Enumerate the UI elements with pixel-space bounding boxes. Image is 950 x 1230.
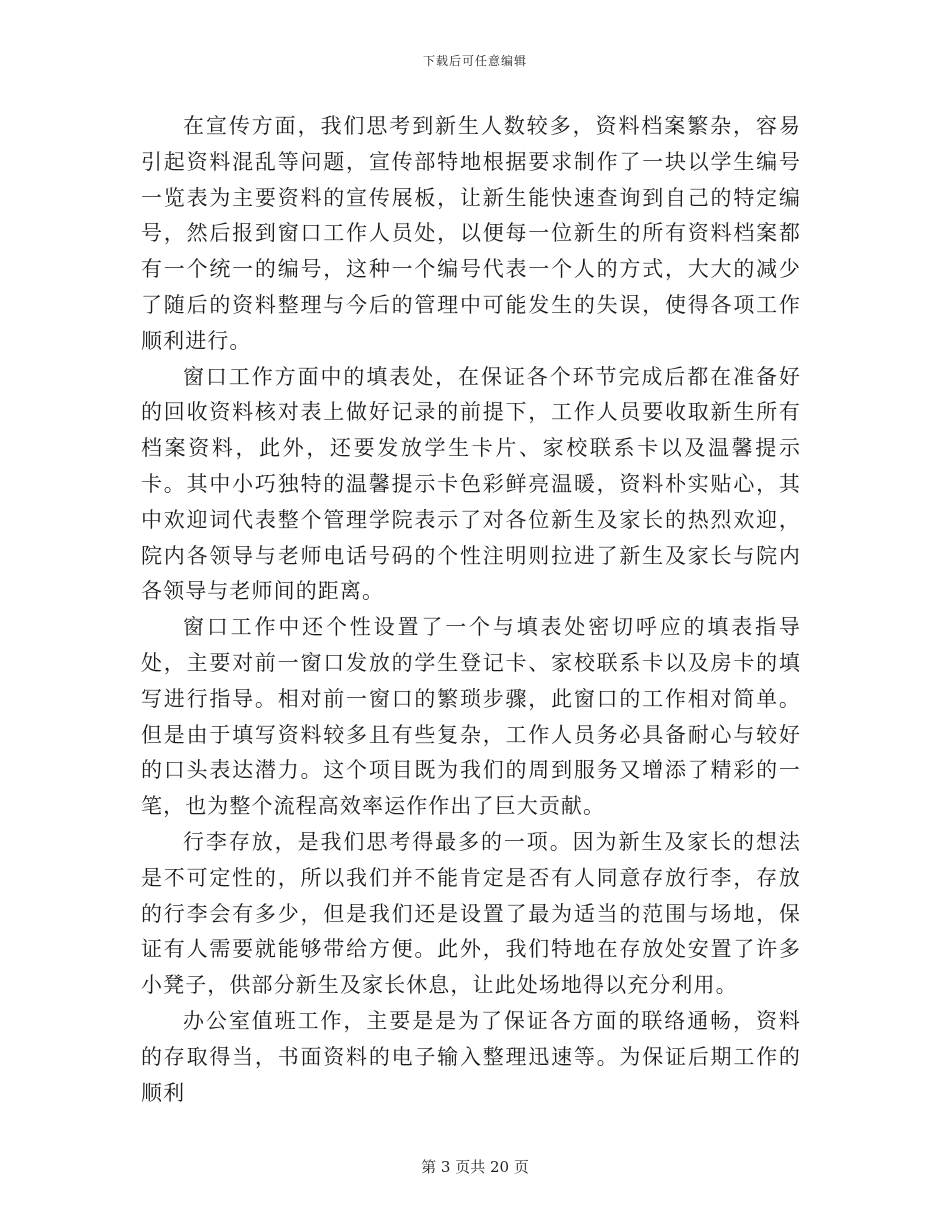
page-header: 下载后可任意编辑: [422, 54, 527, 68]
paragraph-luggage-storage: 行李存放，是我们思考得最多的一项。因为新生及家长的想法是不可定性的，所以我们并不能肯定是否有人同意存放行李，存放的行李会有多少，但是我们还是设置了最为适当的范围与场地，保证有人需要就能够带给方便。此外，我们特地在存放处安置了许多小凳子，供部分新生及家长休息，让此处场地得以充分利用。: [141, 829, 801, 998]
document-body: [141, 109, 801, 1111]
paragraph-publicity: 在宣传方面，我们思考到新生人数较多，资料档案繁杂，容易引起资料混乱等问题，宣传部特地根据要求制作了一块以学生编号一览表为主要资料的宣传展板，让新生能快速查询到自己的特定编号，然后报到窗口工作人员处，以便每一位新生的所有资料档案都有一个统一的编号，这种一个编号代表一个人的方式，大大的减少了随后的资料整理与今后的管理中可能发生的失误，使得各项工作顺利进行。: [141, 114, 801, 353]
paragraph-form-guidance: 窗口工作中还个性设置了一个与填表处密切呼应的填表指导处，主要对前一窗口发放的学生登记卡、家校联系卡以及房卡的填写进行指导。相对前一窗口的繁琐步骤，此窗口的工作相对简单。但是由于填写资料较多且有些复杂，工作人员务必具备耐心与较好的口头表达潜力。这个项目既为我们的周到服务又增添了精彩的一笔，也为整个流程高效率运作作出了巨大贡献。: [141, 615, 801, 819]
paragraph-form-filling: 窗口工作方面中的填表处，在保证各个环节完成后都在准备好的回收资料核对表上做好记录的前提下，工作人员要收取新生所有档案资料，此外，还要发放学生卡片、家校联系卡以及温馨提示卡。其中小巧独特的温馨提示卡色彩鲜亮温暖，资料朴实贴心，其中欢迎词代表整个管理学院表示了对各位新生及家长的热烈欢迎，院内各领导与老师电话号码的个性注明则拉进了新生及家长与院内各领导与老师间的距离。: [141, 364, 801, 604]
page-number: 第 3 页共 20 页: [421, 1158, 529, 1176]
paragraph-office-duty: 办公室值班工作，主要是是为了保证各方面的联络通畅，资料的存取得当，书面资料的电子输入整理迅速等。为保证后期工作的顺利: [141, 1008, 801, 1105]
